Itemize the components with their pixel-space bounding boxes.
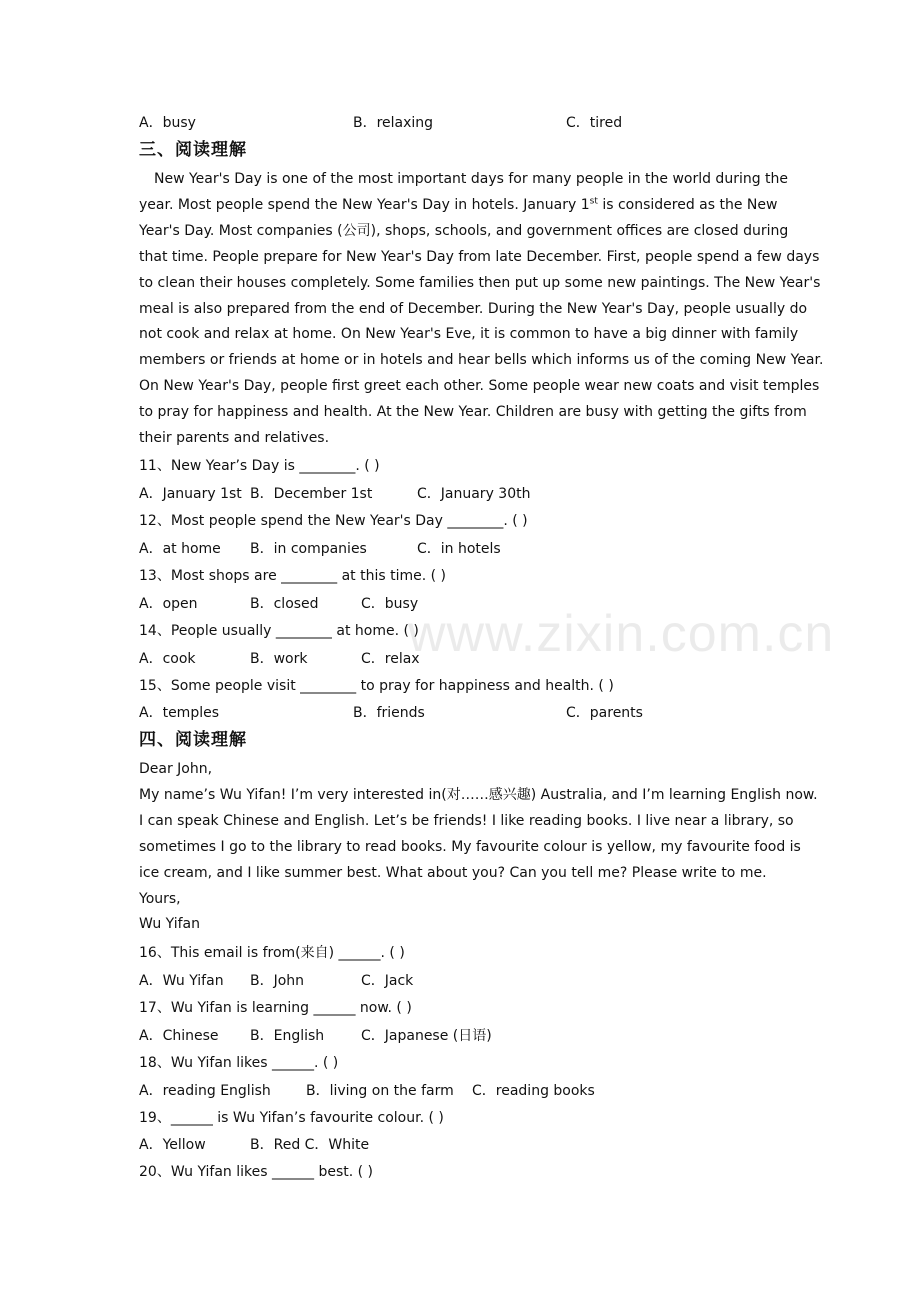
passage-line: New Year's Day is one of the most important days for many people in the world during the [154,171,789,187]
option-a: A．open [139,596,198,612]
section-heading: 三、阅读理解 [139,140,247,160]
question: 12、Most people spend the New Year's Day ________. ( ) [139,513,528,529]
watermark: www.zixin.com.cn [408,605,835,663]
option-b: B．living on the farm [306,1083,454,1099]
option-a: A．Wu Yifan [139,973,224,989]
option-b: B．John [250,973,305,989]
question: 13、Most shops are ________ at this time. ( ) [139,568,447,584]
question: 19、______ is Wu Yifan’s favourite colour. ( ) [139,1110,444,1126]
letter-line: sometimes I go to the library to read books. My favourite colour is yellow, my favourite food is [139,838,801,855]
option-b: B．in companies [250,541,367,557]
question: 20、Wu Yifan likes ______ best. ( ) [139,1164,374,1180]
option-c: C．Jack [361,973,414,989]
option-a: A．January 1st [139,486,242,502]
option-b: B．work [250,651,308,667]
letter-body [139,757,818,938]
option-c: C．tired [566,115,623,131]
passage-line: members or friends at home or in hotels and hear bells which informs us of the coming New Year. [139,352,824,369]
question: 14、People usually ________ at home. ( ) [139,623,419,639]
option-c: C．reading books [472,1083,595,1099]
option-c: C．Japanese (日语) [361,1028,492,1044]
letter-line: I can speak Chinese and English. Let’s be friends! I like reading books. I live near a library, so [139,812,794,829]
option-c: C．relax [361,651,420,667]
letter-line: ice cream, and I like summer best. What about you? Can you tell me? Please write to me. [139,864,767,881]
option-b: B．closed [250,596,319,612]
passage-line: meal is also prepared from the end of December. During the New Year's Day, people usually do [139,300,808,317]
passage-line: Year's Day. Most companies (公司), shops, schools, and government offices are closed during [139,222,789,239]
option-a: A．at home [139,541,221,557]
option-a: A．busy [139,115,196,131]
option-b: B．English [250,1028,325,1044]
question: 18、Wu Yifan likes ______. ( ) [139,1055,339,1071]
option-c: C．in hotels [417,541,501,557]
question: 11、New Year’s Day is ________. ( ) [139,458,380,474]
option-b: B．December 1st [250,486,373,502]
passage-line: On New Year's Day, people first greet each other. Some people wear new coats and visit temples [139,378,820,395]
passage-line: to pray for happiness and health. At the New Year. Children are busy with getting the gifts from [139,404,807,421]
letter-line: Yours, [139,890,181,907]
option-c: C．busy [361,596,419,612]
question: 16、This email is from(来自) ______. ( ) [139,945,405,961]
option-b: B．friends [353,705,425,721]
option-b: B．Red C．White [250,1137,370,1153]
option-a: A．temples [139,705,220,721]
option-a: A．Yellow [139,1137,206,1153]
reading-passage [139,167,824,452]
option-a: A．Chinese [139,1028,219,1044]
question: 17、Wu Yifan is learning ______ now. ( ) [139,1000,412,1016]
passage-line: to clean their houses completely. Some families then put up some new paintings. The New Year's [139,274,821,291]
passage-line: that time. People prepare for New Year's Day from late December. First, people spend a few days [139,248,820,265]
letter-line: Dear John, [139,761,213,777]
letter-line: My name’s Wu Yifan! I’m very interested in(对……感兴趣) Australia, and I’m learning English now. [139,786,818,803]
passage-line: their parents and relatives. [139,430,330,447]
option-c: C．January 30th [417,486,531,502]
option-c: C．parents [566,705,643,721]
section-heading: 四、阅读理解 [139,730,247,750]
passage-line: not cook and relax at home. On New Year's Eve, it is common to have a big dinner with family [139,326,799,343]
option-a: A．reading English [139,1083,271,1099]
question: 15、Some people visit ________ to pray for happiness and health. ( ) [139,678,614,694]
option-a: A．cook [139,651,196,667]
passage-line: year. Most people spend the New Year's Day in hotels. January 1st is considered as the New [139,196,778,213]
letter-line: Wu Yifan [139,916,200,933]
option-b: B．relaxing [353,115,434,131]
